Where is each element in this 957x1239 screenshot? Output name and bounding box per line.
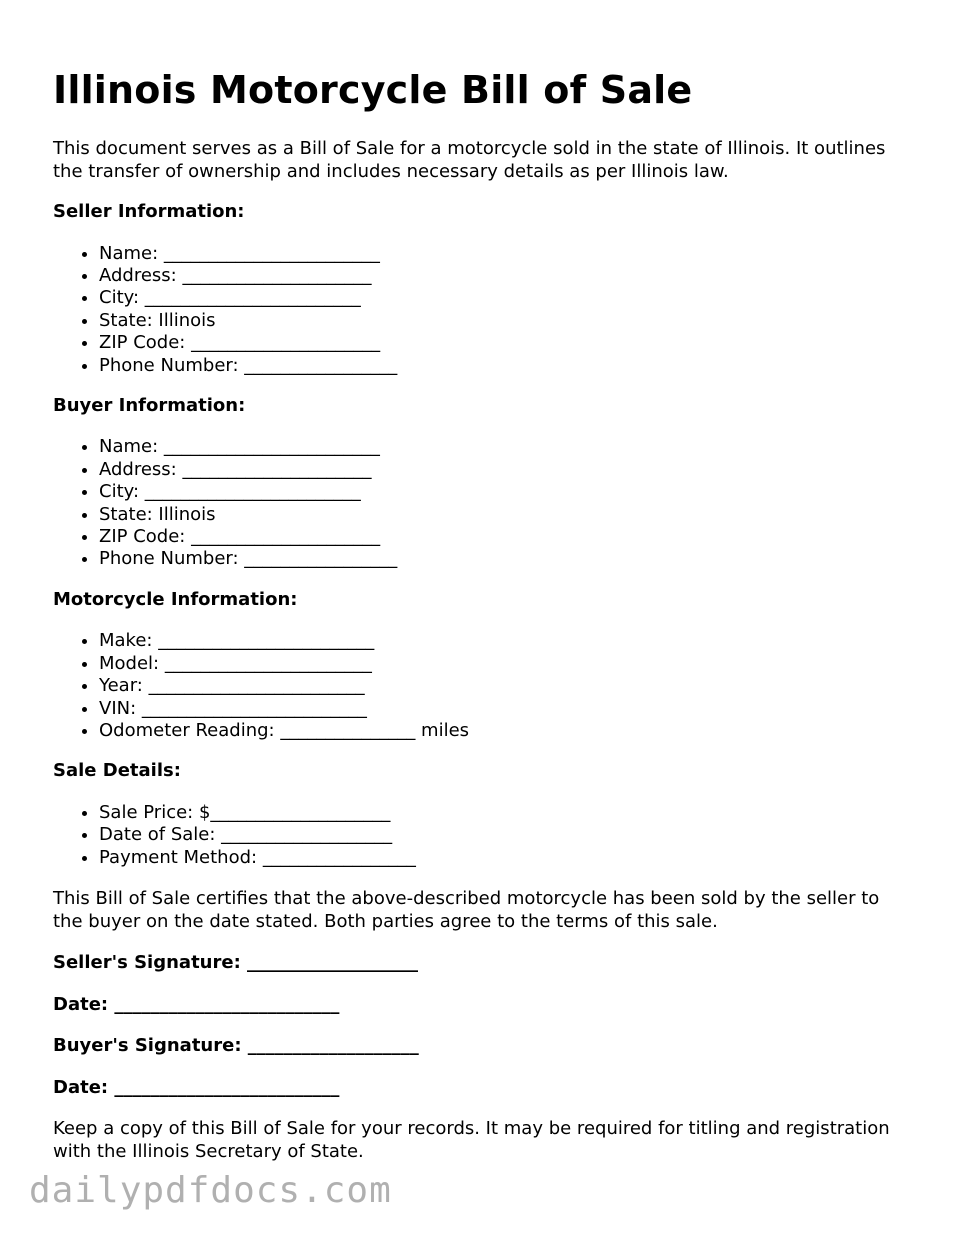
buyer-zip-field: • ZIP Code: _____________________ [99, 526, 913, 548]
motorcycle-vin-field: • VIN: _________________________ [99, 698, 913, 720]
sale-heading: Sale Details: [53, 760, 181, 782]
seller-address-field: • Address: _____________________ [99, 265, 913, 287]
buyer-phone-field: • Phone Number: _________________ [99, 548, 913, 570]
buyer-address-field: • Address: _____________________ [99, 459, 913, 481]
buyer-heading: Buyer Information: [53, 394, 246, 416]
motorcycle-model-field: • Model: _______________________ [99, 653, 913, 675]
motorcycle-info-list [53, 630, 913, 742]
buyer-city-field: • City: ________________________ [99, 481, 913, 503]
sale-details-list [53, 802, 913, 869]
seller-signature-line: Seller's Signature: ___________________ [53, 952, 419, 974]
document-page [53, 62, 913, 1163]
seller-date-line: Date: _________________________ [53, 993, 340, 1015]
seller-zip-field: • ZIP Code: _____________________ [99, 332, 913, 354]
buyer-date-line: Date: _________________________ [53, 1076, 340, 1098]
seller-info-list [53, 243, 913, 377]
buyer-signature-line: Buyer's Signature: ___________________ [53, 1035, 419, 1057]
watermark: dailypdfdocs.com [29, 1170, 392, 1211]
records-note: Keep a copy of this Bill of Sale for your records. It may be required for titling and registration with the Illinois Secretary of State. [53, 1118, 890, 1162]
seller-heading: Seller Information: [53, 201, 245, 222]
buyer-name-field: • Name: ________________________ [99, 436, 913, 458]
motorcycle-make-field: • Make: ________________________ [99, 630, 913, 652]
intro-paragraph: This document serves as a Bill of Sale for a motorcycle sold in the state of Illinois. It outlines the transfer of ownership and includes necessary details as per Illinois law. [53, 138, 886, 182]
seller-name-field: • Name: ________________________ [99, 243, 913, 265]
seller-city-field: • City: ________________________ [99, 287, 913, 309]
motorcycle-odometer-field: • Odometer Reading: _______________ miles [99, 720, 913, 742]
sale-date-field: • Date of Sale: ___________________ [99, 824, 913, 846]
certification-paragraph: This Bill of Sale certifies that the above-described motorcycle has been sold by the seller to the buyer on the date stated. Both parties agree to the terms of this sale. [53, 888, 880, 932]
buyer-info-list [53, 436, 913, 570]
sale-price-field: • Sale Price: $____________________ [99, 802, 913, 824]
seller-phone-field: • Phone Number: _________________ [99, 355, 913, 377]
buyer-state-field: • State: Illinois [99, 504, 913, 526]
document-title: Illinois Motorcycle Bill of Sale [53, 68, 693, 112]
motorcycle-heading: Motorcycle Information: [53, 588, 298, 610]
payment-method-field: • Payment Method: _________________ [99, 847, 913, 869]
motorcycle-year-field: • Year: ________________________ [99, 675, 913, 697]
seller-state-field: • State: Illinois [99, 310, 913, 332]
